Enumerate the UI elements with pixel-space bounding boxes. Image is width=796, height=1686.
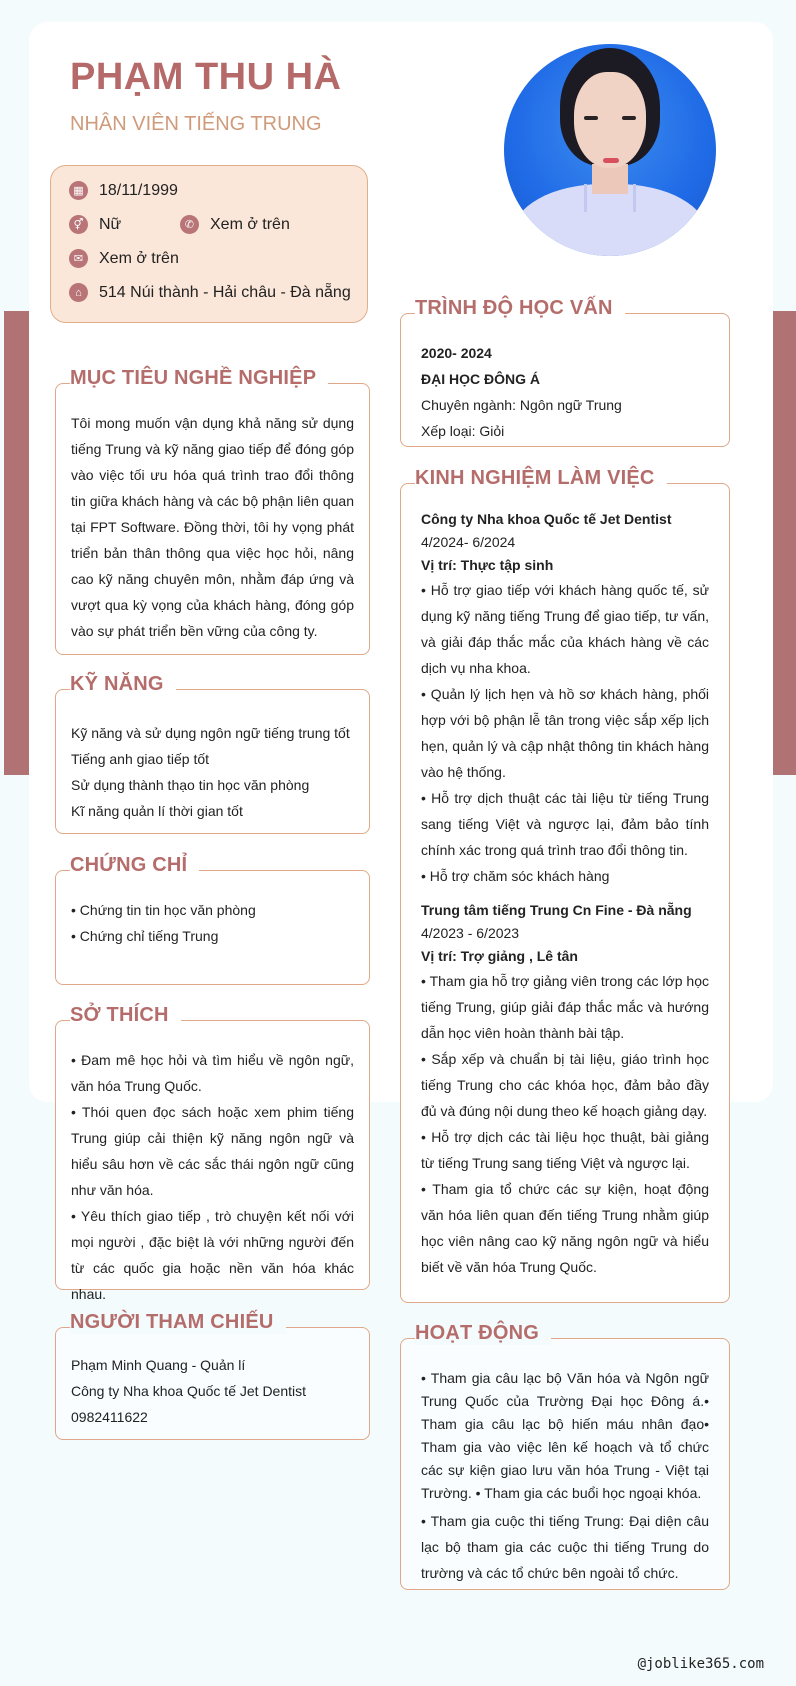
education-section <box>400 297 730 447</box>
gender-icon: ⚥ <box>69 215 88 234</box>
education-grade: Xếp loại: Giỏi <box>421 423 505 439</box>
list-item: • Chứng tin tin học văn phòng <box>71 902 256 918</box>
objective-section <box>55 367 370 655</box>
job-period: 4/2023 - 6/2023 <box>421 925 520 941</box>
home-icon: ⌂ <box>69 283 88 302</box>
job-bullet: • Quản lý lịch hẹn và hồ sơ khách hàng, phối hợp với bộ phận lễ tân trong việc sắp xếp lịch hẹn, quản lý và cập nhật thông tin khách hàng vào hệ thống. <box>421 686 709 780</box>
candidate-name: PHẠM THU HÀ <box>70 56 342 98</box>
job-position: Vị trí: Trợ giảng , Lê tân <box>421 948 578 964</box>
contact-email: ✉ Xem ở trên <box>69 249 179 268</box>
reference-company: Công ty Nha khoa Quốc tế Jet Dentist <box>71 1383 307 1399</box>
job-bullet: • Hỗ trợ chăm sóc khách hàng <box>421 868 610 884</box>
list-item: • Đam mê học hỏi và tìm hiểu về ngôn ngữ, văn hóa Trung Quốc. <box>71 1052 354 1094</box>
experience-section <box>400 467 730 1303</box>
certificates-section <box>55 854 370 985</box>
experience-title: KINH NGHIỆM LÀM VIỆC <box>415 467 667 490</box>
job-entry <box>421 508 709 889</box>
calendar-icon: ▦ <box>69 181 88 200</box>
education-school: ĐẠI HỌC ĐÔNG Á <box>421 371 540 387</box>
job-bullet: • Hỗ trợ dịch các tài liệu học thuật, bài giảng từ tiếng Trung sang tiếng Việt và ngược lại. <box>421 1129 709 1171</box>
hobbies-section <box>55 1004 370 1302</box>
education-title: TRÌNH ĐỘ HỌC VẤN <box>415 297 625 320</box>
contact-dob: ▦ 18/11/1999 <box>69 181 178 200</box>
reference-section <box>55 1311 370 1440</box>
certificates-title: CHỨNG CHỈ <box>70 854 199 877</box>
objective-title: MỤC TIÊU NGHỀ NGHIỆP <box>70 367 328 390</box>
contact-gender: ⚥ Nữ <box>69 215 121 234</box>
job-company: Công ty Nha khoa Quốc tế Jet Dentist <box>421 511 672 527</box>
job-bullet: • Sắp xếp và chuẩn bị tài liệu, giáo trình học tiếng Trung cho các khóa học, đảm bảo đầy đủ và đúng nội dung theo kế hoạch giảng dạy. <box>421 1051 709 1119</box>
education-years: 2020- 2024 <box>421 345 492 361</box>
candidate-role: NHÂN VIÊN TIẾNG TRUNG <box>70 113 322 135</box>
activities-section <box>400 1322 730 1590</box>
job-entry <box>421 899 709 1280</box>
job-period: 4/2024- 6/2024 <box>421 534 516 550</box>
contact-address: ⌂ 514 Núi thành - Hải châu - Đà nẵng <box>69 283 351 302</box>
list-item: Kĩ năng quản lí thời gian tốt <box>71 803 243 819</box>
list-item: • Tham gia cuộc thi tiếng Trung: Đại diện câu lạc bộ tham gia các cuộc thi tiếng Trung do trường và các tổ chức bên ngoài tổ chức. <box>421 1513 709 1581</box>
reference-title: NGƯỜI THAM CHIẾU <box>70 1311 286 1334</box>
activities-title: HOẠT ĐỘNG <box>415 1322 551 1345</box>
list-item: • Yêu thích giao tiếp , trò chuyện kết nối với mọi người , đặc biệt là với những người đến từ các quốc gia hoặc nền văn hóa khác nhau. <box>71 1208 354 1302</box>
job-bullet: • Hỗ trợ dịch thuật các tài liệu từ tiếng Trung sang tiếng Việt và ngược lại, đảm bảo tính chính xác trong quá trình trao đổi thông tin. <box>421 790 709 858</box>
list-item: • Chứng chỉ tiếng Trung <box>71 928 219 944</box>
reference-name: Phạm Minh Quang - Quản lí <box>71 1357 246 1373</box>
skills-section <box>55 673 370 834</box>
watermark: @joblike365.com <box>637 1656 764 1672</box>
reference-phone: 0982411622 <box>71 1409 148 1425</box>
list-item: Tiếng anh giao tiếp tốt <box>71 751 210 767</box>
contact-phone: ✆ Xem ở trên <box>180 215 290 234</box>
objective-text: Tôi mong muốn vận dụng khả năng sử dụng tiếng Trung và kỹ năng giao tiếp để đóng góp vào việc tối ưu hóa quá trình trao đổi thông tin giữa khách hàng và các bộ phận liên quan tại FPT Software. Đồng thời, tôi hy vọng phát triển bản thân thông qua việc học hỏi, nâng cao kỹ năng chuyên môn, nhằm đáp ứng và vượt qua kỳ vọng của khách hàng, đóng góp vào sự phát triển bền vững của công ty. <box>71 415 354 639</box>
list-item: • Tham gia câu lạc bộ Văn hóa và Ngôn ngữ Trung Quốc của Trường Đại học Đông á.• Tham gia câu lạc bộ hiến máu nhân đạo• Tham gia vào việc lên kế hoạch và tổ chức các sự kiện giao lưu văn hóa Trung - Việt tại Trường. • Tham gia các buổi học ngoại khóa. <box>421 1370 709 1501</box>
job-bullet: • Hỗ trợ giao tiếp với khách hàng quốc tế, sử dụng kỹ năng tiếng Trung để giao tiếp, tư vấn, và giải đáp thắc mắc của khách hàng về các dịch vụ nha khoa. <box>421 582 709 676</box>
skills-title: KỸ NĂNG <box>70 673 176 696</box>
education-major: Chuyên ngành: Ngôn ngữ Trung <box>421 397 622 413</box>
hobbies-title: SỞ THÍCH <box>70 1004 181 1027</box>
job-position: Vị trí: Thực tập sinh <box>421 557 554 573</box>
list-item: Sử dụng thành thạo tin học văn phòng <box>71 777 310 793</box>
job-company: Trung tâm tiếng Trung Cn Fine - Đà nẵng <box>421 902 692 918</box>
profile-photo <box>504 44 716 256</box>
contact-box <box>50 165 368 323</box>
mail-icon: ✉ <box>69 249 88 268</box>
phone-icon: ✆ <box>180 215 199 234</box>
job-bullet: • Tham gia tổ chức các sự kiện, hoạt động văn hóa liên quan đến tiếng Trung nhằm giúp học viên nâng cao kỹ năng ngôn ngữ và hiểu biết về văn hóa Trung Quốc. <box>421 1181 709 1275</box>
job-bullet: • Tham gia hỗ trợ giảng viên trong các lớp học tiếng Trung, giúp giải đáp thắc mắc và hướng dẫn học viên hoàn thành bài tập. <box>421 973 709 1041</box>
list-item: • Thói quen đọc sách hoặc xem phim tiếng Trung giúp cải thiện kỹ năng ngôn ngữ và hiểu sâu hơn về các sắc thái ngôn ngữ cũng như văn hóa. <box>71 1104 354 1198</box>
list-item: Kỹ năng và sử dụng ngôn ngữ tiếng trung tốt <box>71 725 350 741</box>
